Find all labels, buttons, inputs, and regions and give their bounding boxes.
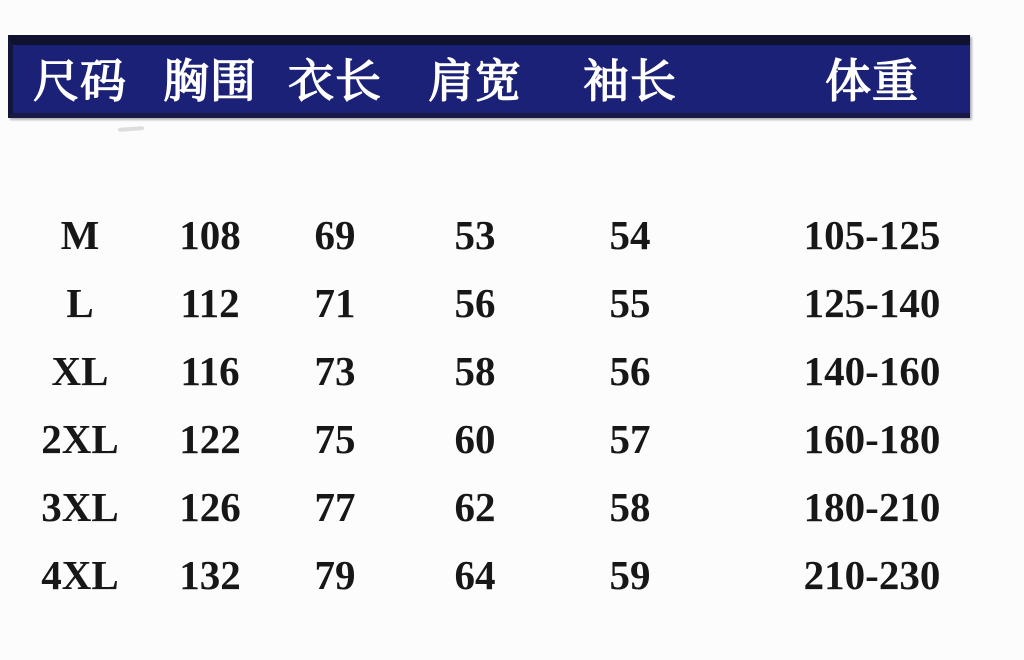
column-header-size: 尺码: [33, 56, 127, 107]
cell-weight: 105-125: [803, 212, 941, 258]
cell-length: 77: [314, 484, 356, 530]
table-row: [0, 541, 1024, 609]
cell-shoulder: 62: [454, 484, 496, 530]
column-header-length: 衣长: [288, 56, 382, 107]
cell-shoulder: 58: [454, 348, 496, 394]
column-header-chest: 胸围: [163, 56, 257, 107]
table-row: [0, 337, 1024, 405]
table-header-row: [0, 38, 1024, 118]
cell-length: 71: [314, 280, 356, 326]
cell-size: 3XL: [41, 484, 119, 530]
cell-weight: 180-210: [803, 484, 941, 530]
cell-chest: 116: [180, 348, 240, 394]
cell-size: L: [66, 280, 94, 326]
cell-sleeve: 58: [609, 484, 651, 530]
cell-length: 73: [314, 348, 356, 394]
cell-shoulder: 60: [454, 416, 496, 462]
column-header-shoulder: 肩宽: [428, 56, 522, 107]
cell-sleeve: 59: [609, 552, 651, 598]
cell-chest: 112: [180, 280, 240, 326]
cell-size: XL: [51, 348, 109, 394]
cell-shoulder: 56: [454, 280, 496, 326]
table-row: [0, 269, 1024, 337]
cell-weight: 140-160: [803, 348, 941, 394]
cell-length: 79: [314, 552, 356, 598]
cell-sleeve: 57: [609, 416, 651, 462]
table-row: [0, 201, 1024, 269]
cell-weight: 210-230: [803, 552, 941, 598]
table-row: [0, 473, 1024, 541]
cell-sleeve: 54: [609, 212, 651, 258]
column-header-sleeve: 袖长: [583, 56, 677, 107]
cell-shoulder: 64: [454, 552, 496, 598]
cell-chest: 126: [179, 484, 241, 530]
cell-length: 75: [314, 416, 356, 462]
cell-sleeve: 56: [609, 348, 651, 394]
cell-weight: 125-140: [803, 280, 941, 326]
cell-sleeve: 55: [609, 280, 651, 326]
cell-size: 2XL: [41, 416, 119, 462]
cell-shoulder: 53: [454, 212, 496, 258]
cell-size: M: [60, 212, 100, 258]
scan-smudge: [118, 126, 144, 132]
cell-chest: 132: [179, 552, 241, 598]
cell-weight: 160-180: [803, 416, 941, 462]
table-body: [0, 201, 1024, 609]
cell-chest: 122: [179, 416, 241, 462]
cell-chest: 108: [179, 212, 241, 258]
cell-length: 69: [314, 212, 356, 258]
table-row: [0, 405, 1024, 473]
column-header-weight: 体重: [825, 56, 919, 107]
cell-size: 4XL: [41, 552, 119, 598]
